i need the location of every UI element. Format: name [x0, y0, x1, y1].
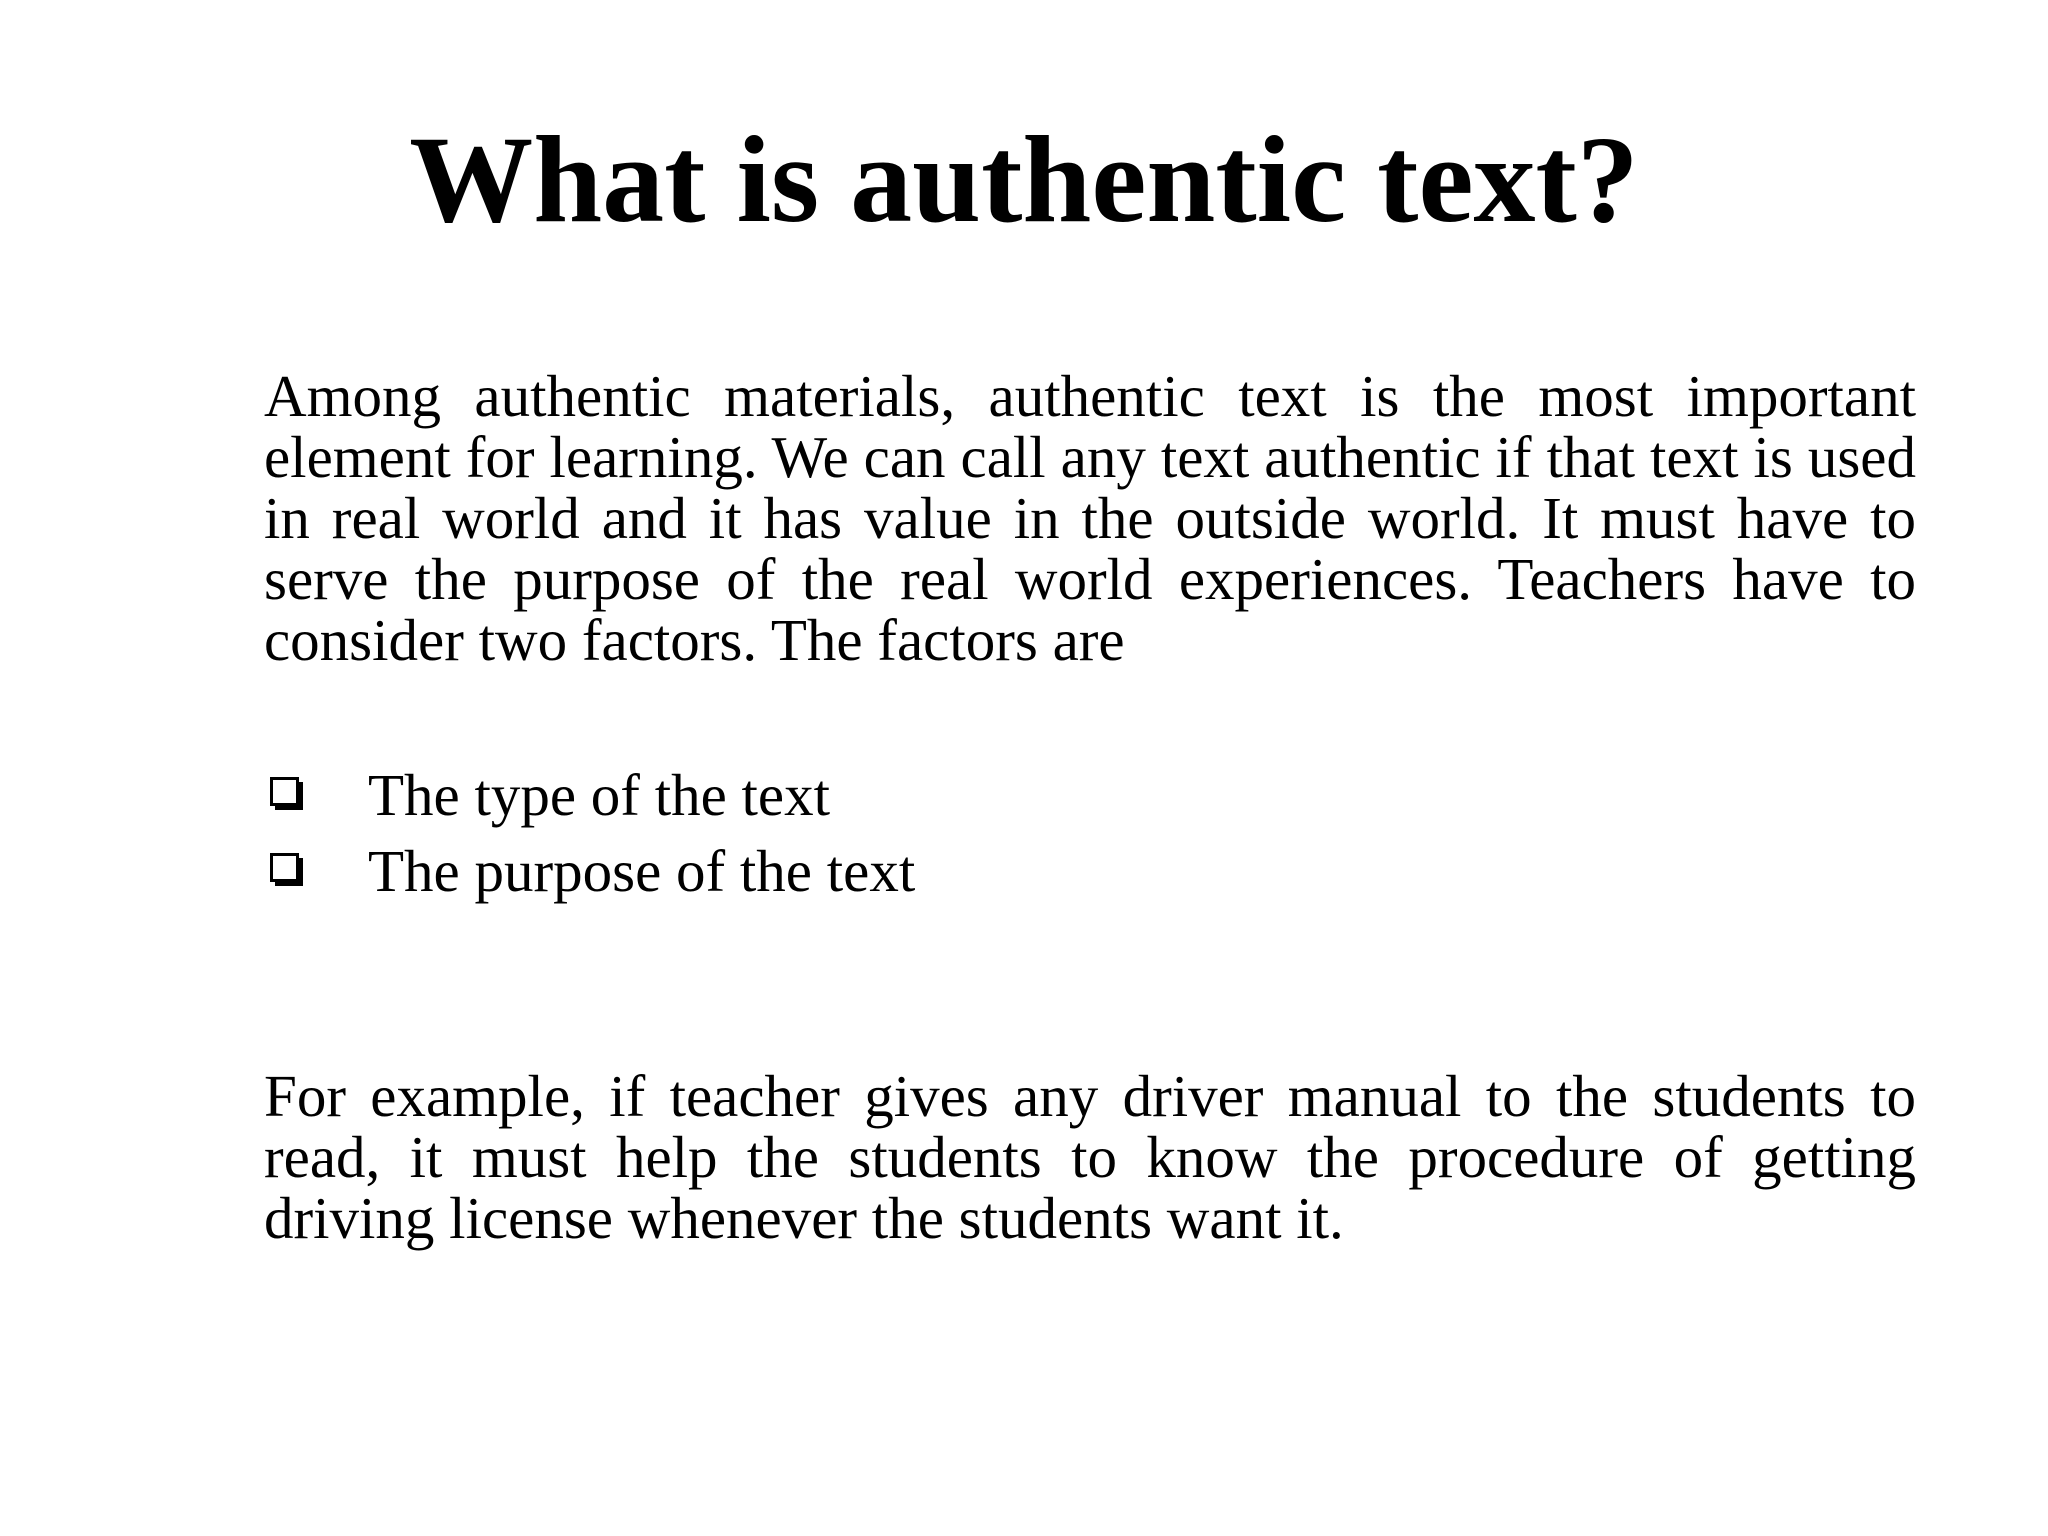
intro-paragraph: Among authentic materials, authentic text is the most important element for learning. We can call any text authentic if that text is used in real world and it has value in the outside world. It must have to serve the purpose of the real world experiences. Teachers have to consider two factors. The factors are	[264, 363, 1916, 673]
checkbox-icon	[270, 853, 304, 887]
list-item	[264, 833, 1916, 909]
example-paragraph: For example, if teacher gives any driver manual to the students to read, it must help the students to know the procedure of getting driving license whenever the students want it.	[264, 1063, 1916, 1251]
list-item-text: The type of the text	[368, 762, 831, 828]
factor-list	[264, 757, 1916, 909]
slide-title: What is authentic text?	[409, 111, 1639, 248]
list-item-text: The purpose of the text	[368, 838, 916, 904]
checkbox-icon	[270, 777, 304, 811]
list-item	[264, 757, 1916, 833]
